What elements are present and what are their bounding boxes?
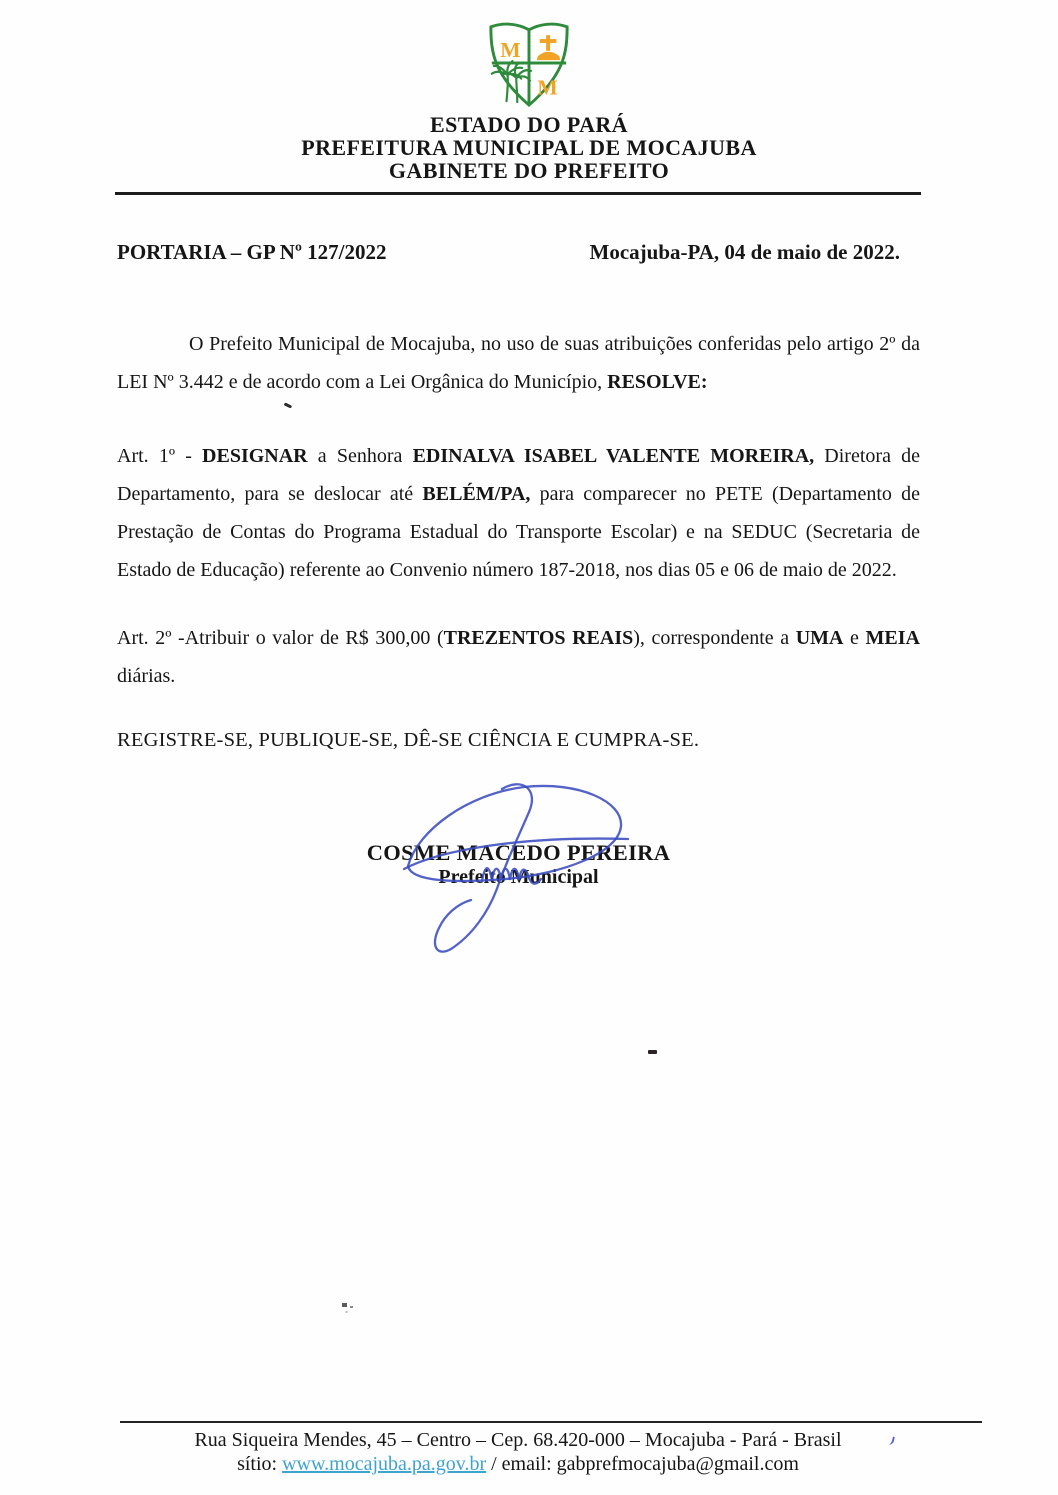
footer-contacts	[120, 1453, 916, 1476]
letterhead-municipality: PREFEITURA MUNICIPAL DE MOCAJUBA	[301, 135, 757, 160]
crest-letter-top-left: M	[500, 38, 521, 63]
letterhead	[0, 113, 1058, 182]
document-body	[0, 240, 1058, 889]
document-reference: PORTARIA – GP Nº 127/2022	[117, 240, 387, 264]
coat-of-arms	[470, 20, 588, 108]
letterhead-office: GABINETE DO PREFEITO	[388, 158, 670, 183]
article-2-paragraph: Art. 2º -Atribuir o valor de R$ 300,00 (TREZENTOS REAIS), correspondente a UMA e MEIA diárias.	[117, 627, 920, 687]
scan-artifact-dots	[342, 1303, 347, 1307]
scan-artifact-dash	[648, 1050, 657, 1054]
footer-email: gabprefmocajuba@gmail.com	[556, 1453, 799, 1475]
document-meta-row	[117, 240, 920, 265]
article-1-paragraph: Art. 1º - DESIGNAR a Senhora EDINALVA ISABEL VALENTE MOREIRA, Diretora de Departamento, para se deslocar até BELÉM/PA, para comparecer no PETE (Departamento de Prestação de Contas do Programa Estadual do Transporte Escolar) e na SEDUC (Secretaria de Estado de Educação) referente ao Convenio número 187-2018, nos dias 05 e 06 de maio de 2022.	[117, 445, 920, 581]
crest-letter-bottom-right: M	[537, 75, 558, 100]
letterhead-state: ESTADO DO PARÁ	[430, 112, 628, 137]
header-divider	[115, 192, 921, 195]
closing-formula: REGISTRE-SE, PUBLIQUE-SE, DÊ-SE CIÊNCIA E CUMPRA-SE.	[117, 729, 700, 751]
website-link: www.mocajuba.pa.gov.br	[282, 1453, 487, 1475]
place-and-date: Mocajuba-PA, 04 de maio de 2022.	[589, 240, 900, 264]
footer-address: Rua Siqueira Mendes, 45 – Centro – Cep. 68.420-000 – Mocajuba - Pará - Brasil	[194, 1429, 842, 1451]
signer-name: COSME MACEDO PEREIRA	[366, 840, 671, 865]
opening-paragraph: O Prefeito Municipal de Mocajuba, no uso de suas atribuições conferidas pelo artigo 2º da LEI Nº 3.442 e de acordo com a Lei Orgânica do Município, RESOLVE:	[117, 333, 920, 393]
page-footer	[120, 1421, 982, 1476]
footer-separator: / email:	[486, 1453, 557, 1475]
signature-block	[117, 840, 920, 889]
footer-site-label: sítio:	[237, 1453, 283, 1475]
signer-title: Prefeito Municipal	[438, 866, 599, 888]
